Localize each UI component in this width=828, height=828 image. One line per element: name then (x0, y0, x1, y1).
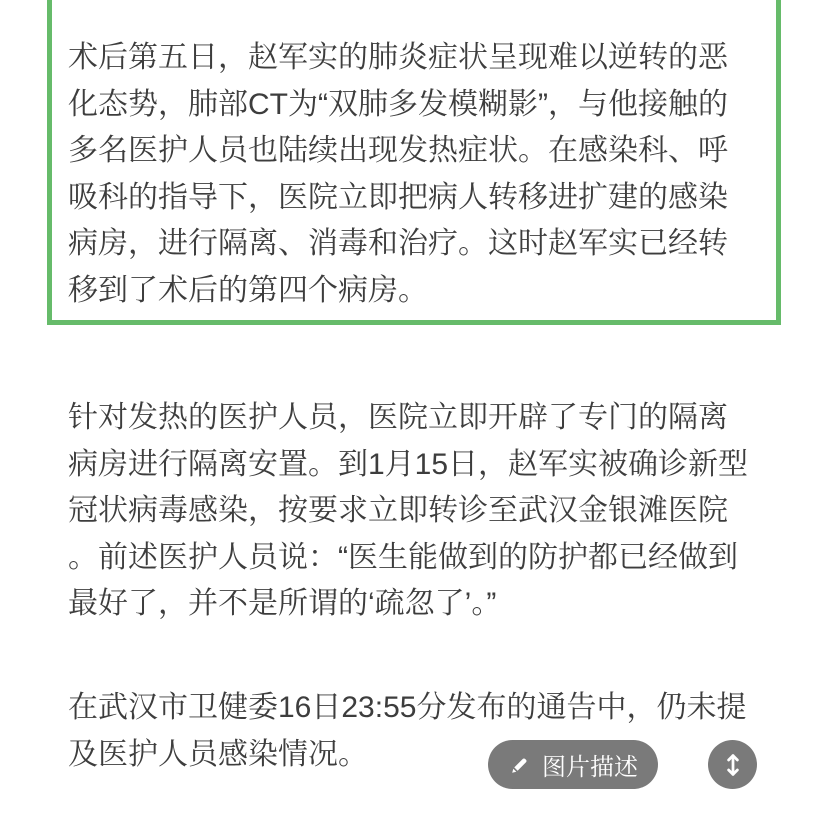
paragraph-line: 病房进行隔离安置。到1月15日，赵军实被确诊新型 (68, 447, 749, 481)
paragraph-isolation-measures (68, 395, 748, 628)
quote-line: 移到了术后的第四个病房。 (68, 273, 428, 307)
paragraph-line: 在武汉市卫健委16日23:55分发布的通告中，仍未提 (68, 691, 747, 724)
paragraph-line: 及医护人员感染情况。 (68, 737, 368, 771)
quote-line: 吸科的指导下，医院立即把病人转移进扩建的感染 (68, 180, 728, 214)
image-caption-button[interactable] (488, 740, 658, 789)
highlighted-quote-box (47, 0, 781, 325)
paragraph-line: 最好了，并不是所谓的‘疏忽了’。” (68, 587, 497, 620)
paragraph-line: 。前述医护人员说：“医生能做到的防护都已经做到 (68, 540, 738, 574)
quote-line: 多名医护人员也陆续出现发热症状。在感染科、呼 (68, 134, 728, 167)
paragraph-line: 针对发热的医护人员，医院立即开辟了专门的隔离 (68, 401, 728, 434)
up-down-arrow-icon (718, 750, 748, 780)
quote-line: 化态势，肺部CT为“双肺多发模糊影”，与他接触的 (68, 87, 728, 121)
expand-collapse-button[interactable] (708, 740, 757, 789)
image-caption-label: 图片描述 (542, 754, 638, 781)
pencil-icon (508, 753, 532, 777)
quote-line: 术后第五日，赵军实的肺炎症状呈现难以逆转的恶 (68, 41, 728, 74)
quote-line: 病房，进行隔离、消毒和治疗。这时赵军实已经转 (68, 227, 728, 260)
paragraph-line: 冠状病毒感染，按要求立即转诊至武汉金银滩医院 (68, 494, 728, 527)
